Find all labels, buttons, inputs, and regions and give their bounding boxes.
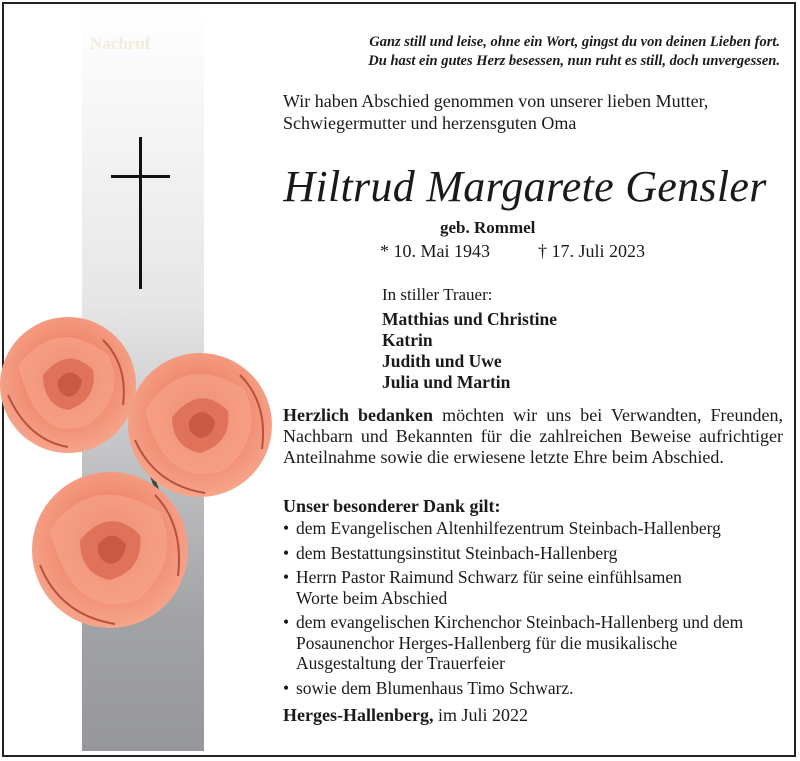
mourner-name: Matthias und Christine xyxy=(382,309,558,329)
faint-header-label: Nachruf xyxy=(90,34,151,53)
special-thanks-heading: Unser besonderer Dank gilt: xyxy=(283,496,501,516)
special-thanks-list xyxy=(283,518,783,702)
thanks-text: möchten wir uns bei Verwandten, Freunden, Nachbarn und Bekannten für die zahlreichen Beweise aufrichtiger Anteilnahme sowie die erwiesene letzte Ehre beim Abschied. xyxy=(283,405,783,467)
birth-name: geb. Rommel xyxy=(440,218,536,237)
mourner-name: Katrin xyxy=(382,330,433,350)
cross-icon-bar xyxy=(111,175,170,178)
thanks-paragraph xyxy=(283,405,783,468)
intro-line: Wir haben Abschied genommen von unserer lieben Mutter, xyxy=(283,91,709,111)
memorial-verse xyxy=(250,33,780,71)
bullet-icon: • xyxy=(283,677,290,698)
rose-2 xyxy=(128,353,272,497)
bullet-icon: • xyxy=(283,542,290,563)
bullet-icon: • xyxy=(283,567,290,587)
list-item-text: dem Evangelischen Altenhilfezentrum Steinbach-Hallenberg xyxy=(296,518,721,538)
bullet-icon: • xyxy=(283,518,290,538)
verse-line: Ganz still und leise, ohne ein Wort, gingst du von deinen Lieben fort. xyxy=(369,34,780,50)
thanks-lead: Herzlich bedanken xyxy=(283,405,434,425)
list-item-text: Herrn Pastor Raimund Schwarz für seine einfühlsamen Worte beim Abschied xyxy=(296,567,682,608)
bullet-icon: • xyxy=(283,612,290,632)
intro-text xyxy=(283,90,783,134)
list-item xyxy=(283,567,726,608)
deceased-name: Hiltrud Margarete Gensler xyxy=(283,162,767,211)
rose-3 xyxy=(32,472,188,628)
signature-line xyxy=(283,705,528,726)
roses-illustration xyxy=(0,300,300,640)
signature-place: Herges-Hallenberg, xyxy=(283,705,434,725)
mourners-list xyxy=(382,309,557,393)
death-date: † 17. Juli 2023 xyxy=(538,241,646,261)
list-item xyxy=(283,612,746,674)
list-item xyxy=(283,518,783,539)
mourners-label: In stiller Trauer: xyxy=(382,285,493,304)
signature-date: im Juli 2022 xyxy=(433,705,528,725)
cross-icon xyxy=(139,137,142,289)
list-item xyxy=(283,543,783,564)
birth-date: * 10. Mai 1943 xyxy=(380,241,490,261)
list-item-text: sowie dem Blumenhaus Timo Schwarz. xyxy=(296,677,574,698)
verse-line: Du hast ein gutes Herz besessen, nun ruht es still, doch unvergessen. xyxy=(368,53,780,69)
list-item-text: dem evangelischen Kirchenchor Steinbach-Hallenberg und dem Posaunenchor Herges-Hallenberg für die musikalische Ausgestaltung der Trauerfeier xyxy=(296,612,744,673)
list-item-text: dem Bestattungsinstitut Steinbach-Hallenberg xyxy=(296,542,618,563)
intro-line: Schwiegermutter und herzensguten Oma xyxy=(283,113,577,133)
mourner-name: Judith und Uwe xyxy=(382,351,502,371)
mourner-name: Julia und Martin xyxy=(382,372,511,392)
rose-1 xyxy=(0,317,136,453)
list-item xyxy=(283,678,783,699)
